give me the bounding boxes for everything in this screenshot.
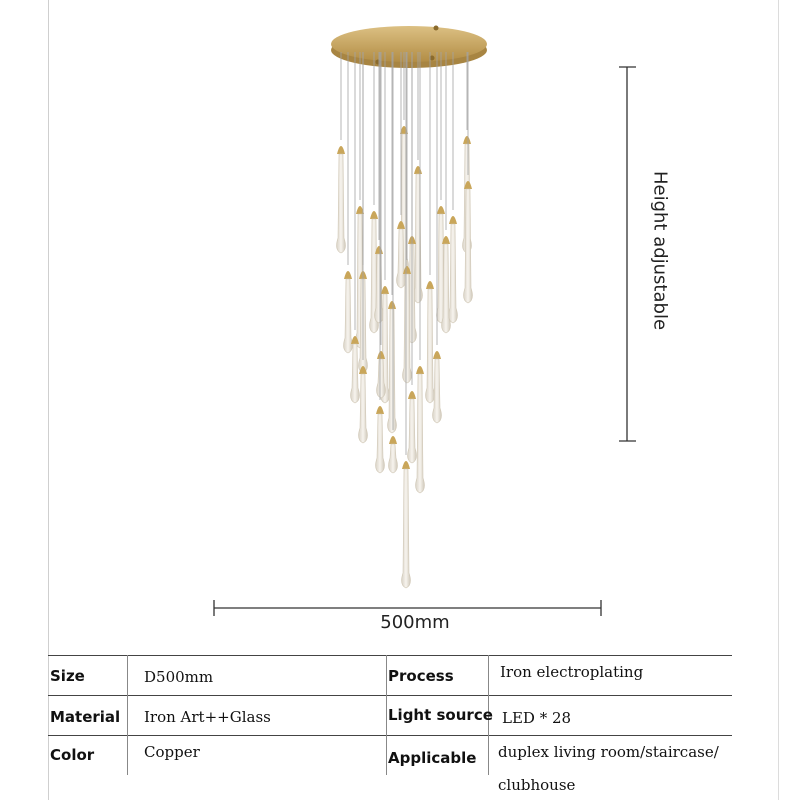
glass-raindrop xyxy=(449,224,458,323)
glass-raindrop xyxy=(408,399,417,463)
height-dimension-line xyxy=(619,67,636,441)
brass-cap xyxy=(389,436,397,444)
glass-raindrop xyxy=(414,174,423,303)
table-divider xyxy=(48,695,732,696)
glass-raindrop xyxy=(376,414,385,473)
spec-value-size: D500mm xyxy=(144,668,214,686)
glass-pendants xyxy=(337,52,473,588)
column-divider xyxy=(386,655,387,775)
spec-value-process: Iron electroplating xyxy=(500,663,644,681)
brass-cap xyxy=(449,216,457,224)
brass-cap xyxy=(426,281,434,289)
glass-raindrop xyxy=(344,279,353,353)
brass-cap xyxy=(402,461,410,469)
spec-key-size: Size xyxy=(50,667,85,685)
spec-key-light-source: Light source xyxy=(388,706,493,724)
spec-value-material: Iron Art++Glass xyxy=(144,708,271,726)
glass-raindrop xyxy=(402,469,411,588)
spec-value-color: Copper xyxy=(144,743,200,761)
width-label: 500mm xyxy=(380,612,450,633)
brass-cap xyxy=(381,286,389,294)
ceiling-canopy xyxy=(331,26,487,69)
glass-raindrop xyxy=(351,344,360,403)
table-divider xyxy=(48,735,732,736)
column-divider xyxy=(127,655,128,775)
table-divider xyxy=(48,655,732,656)
glass-raindrop xyxy=(359,374,368,443)
spec-value-light-source: LED * 28 xyxy=(502,709,572,727)
spec-value-applicable: duplex living room/staircase/ xyxy=(498,743,719,761)
brass-cap xyxy=(433,351,441,359)
spec-key-applicable: Applicable xyxy=(388,749,477,767)
brass-cap xyxy=(414,166,422,174)
brass-cap xyxy=(463,136,471,144)
brass-cap xyxy=(388,301,396,309)
brass-cap xyxy=(370,211,378,219)
spec-key-color: Color xyxy=(50,746,95,764)
brass-cap xyxy=(344,271,352,279)
height-label: Height adjustable xyxy=(649,170,671,331)
spec-key-process: Process xyxy=(388,667,454,685)
glass-raindrop xyxy=(388,309,397,433)
spec-value-applicable-cont: clubhouse xyxy=(498,776,576,794)
glass-raindrop xyxy=(426,289,435,403)
brass-cap xyxy=(408,391,416,399)
glass-raindrop xyxy=(389,444,398,473)
spec-key-material: Material xyxy=(50,708,121,726)
brass-cap xyxy=(376,406,384,414)
brass-cap xyxy=(416,366,424,374)
glass-raindrop xyxy=(337,154,346,253)
brass-cap xyxy=(437,206,445,214)
brass-cap xyxy=(337,146,345,154)
glass-raindrop xyxy=(416,374,425,493)
height-label-wrapper xyxy=(648,162,672,342)
